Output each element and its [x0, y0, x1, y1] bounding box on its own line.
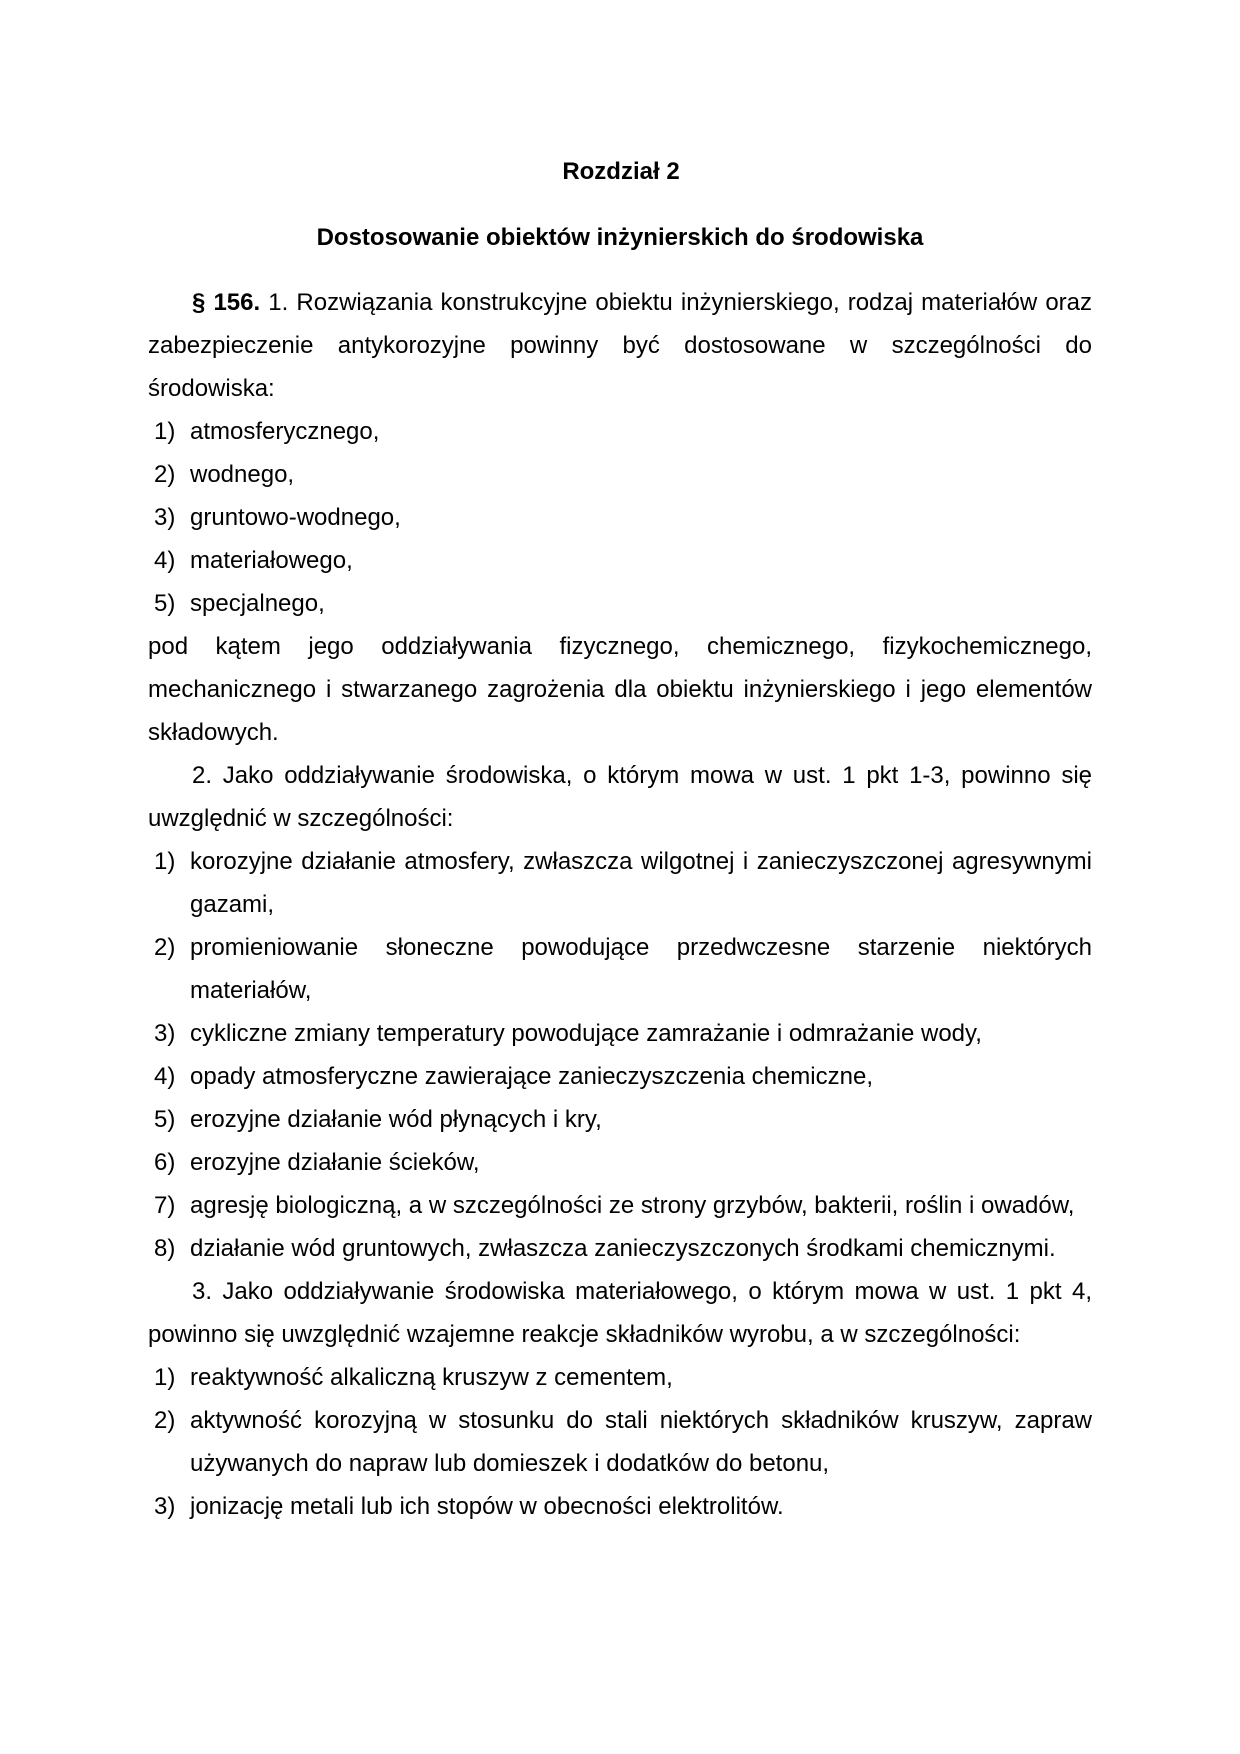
list-item-number: 5) — [154, 590, 176, 617]
ust-3-paragraph: 3. Jako oddziaływanie środowiska materiałowego, o którym mowa w ust. 1 pkt 4, powinno się uwzględnić wzajemne reakcje składników wyrobu, a w szczególności: — [148, 1278, 1092, 1348]
list-item-number: 4) — [154, 547, 176, 574]
section-number: § 156. — [192, 289, 261, 316]
list-item — [148, 496, 1092, 539]
list-item-text: promieniowanie słoneczne powodujące przedwczesne starzenie niektórych materiałów, — [190, 934, 1092, 1004]
document-page — [148, 150, 1092, 1528]
list-item-number: 2) — [154, 461, 176, 488]
list-item-number: 3) — [154, 1493, 176, 1520]
list-item — [148, 582, 1092, 625]
after-list-text: pod kątem jego oddziaływania fizycznego, chemicznego, fizykochemicznego, mechanicznego i stwarzanego zagrożenia dla obiektu inżynierskiego i jego elementów składowych. — [148, 633, 1092, 746]
list-item-number: 2) — [154, 934, 176, 961]
list-item-text: korozyjne działanie atmosfery, zwłaszcza wilgotnej i zanieczyszczonej agresywnymi gazami, — [190, 848, 1092, 918]
list-item-number: 4) — [154, 1063, 176, 1090]
list-item-text: materiałowego, — [190, 547, 353, 574]
list-item-number: 3) — [154, 1020, 176, 1047]
list-item — [148, 1399, 1092, 1485]
chapter-title: Dostosowanie obiektów inżynierskich do środowiska — [316, 224, 924, 251]
list-item — [148, 539, 1092, 582]
list-item-number: 3) — [154, 504, 176, 531]
list-item-text: wodnego, — [190, 461, 295, 488]
list-item — [148, 1141, 1092, 1184]
list-item-text: cykliczne zmiany temperatury powodujące zamrażanie i odmrażanie wody, — [190, 1020, 982, 1047]
list-item — [148, 1012, 1092, 1055]
list-item-text: jonizację metali lub ich stopów w obecności elektrolitów. — [190, 1493, 784, 1520]
list-item-text: reaktywność alkaliczną kruszyw z cementem, — [190, 1364, 673, 1391]
list-item-number: 5) — [154, 1106, 176, 1133]
list-item-number: 8) — [154, 1235, 176, 1262]
section-paragraph — [148, 281, 1092, 410]
material-list — [148, 1356, 1092, 1528]
list-item-text: atmosferycznego, — [190, 418, 380, 445]
list-item — [148, 1055, 1092, 1098]
list-item-number: 6) — [154, 1149, 176, 1176]
impact-list — [148, 840, 1092, 1270]
list-item — [148, 926, 1092, 1012]
ust-2-paragraph: 2. Jako oddziaływanie środowiska, o którym mowa w ust. 1 pkt 1-3, powinno się uwzględnić w szczególności: — [148, 762, 1092, 832]
list-item — [148, 1485, 1092, 1528]
list-item-number: 1) — [154, 418, 176, 445]
list-item-number: 2) — [154, 1407, 176, 1434]
list-item-number: 7) — [154, 1192, 176, 1219]
list-item-text: specjalnego, — [190, 590, 325, 617]
list-item-text: erozyjne działanie wód płynących i kry, — [190, 1106, 602, 1133]
list-item-number: 1) — [154, 848, 176, 875]
list-item-text: erozyjne działanie ścieków, — [190, 1149, 480, 1176]
section-intro: 1. Rozwiązania konstrukcyjne obiektu inżynierskiego, rodzaj materiałów oraz zabezpieczenie antykorozyjne powinny być dostosowane w szczególności do środowiska: — [148, 289, 1093, 402]
environment-list — [148, 410, 1092, 625]
list-item — [148, 453, 1092, 496]
list-item-text: działanie wód gruntowych, zwłaszcza zanieczyszczonych środkami chemicznymi. — [190, 1235, 1056, 1262]
list-item-text: agresję biologiczną, a w szczególności ze strony grzybów, bakterii, roślin i owadów, — [190, 1192, 1075, 1219]
list-item — [148, 410, 1092, 453]
list-item-number: 1) — [154, 1364, 176, 1391]
list-item — [148, 1184, 1092, 1227]
chapter-heading: Rozdział 2 — [562, 158, 680, 185]
list-item — [148, 1356, 1092, 1399]
list-item — [148, 840, 1092, 926]
list-item — [148, 1227, 1092, 1270]
list-item-text: gruntowo-wodnego, — [190, 504, 401, 531]
list-item — [148, 1098, 1092, 1141]
list-item-text: opady atmosferyczne zawierające zanieczyszczenia chemiczne, — [190, 1063, 873, 1090]
list-item-text: aktywność korozyjną w stosunku do stali niektórych składników kruszyw, zapraw używanych do napraw lub domieszek i dodatków do betonu, — [190, 1407, 1092, 1477]
